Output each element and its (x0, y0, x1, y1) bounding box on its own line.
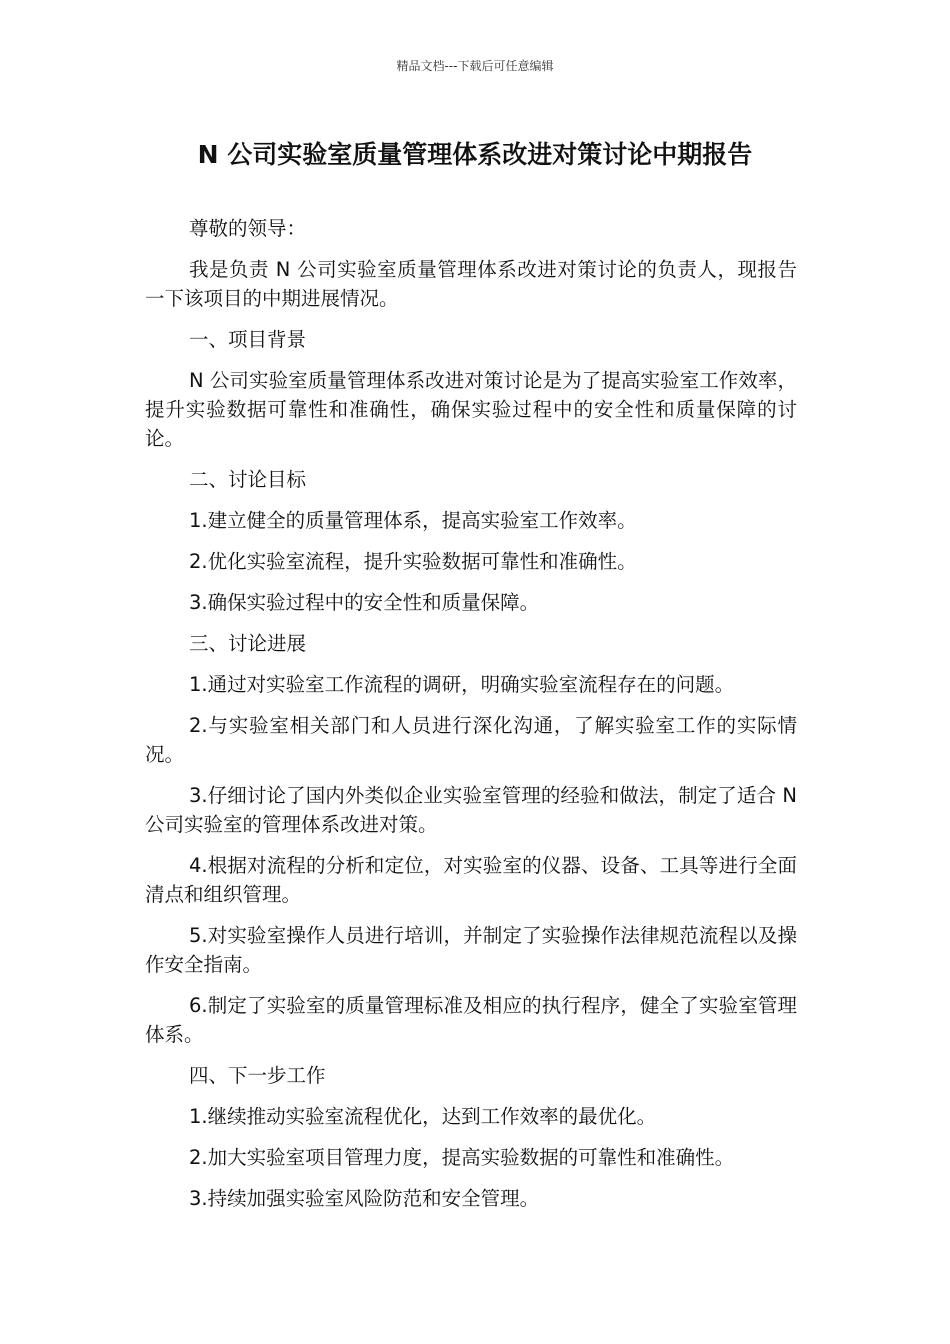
section-heading-background: 一、项目背景 (189, 328, 307, 351)
next-step-item-2: 2.加大实验室项目管理力度，提高实验数据的可靠性和准确性。 (189, 1146, 735, 1169)
document-title: N 公司实验室质量管理体系改进对策讨论中期报告 (197, 140, 753, 169)
background-paragraph: N 公司实验室质量管理体系改进对策讨论是为了提高实验室工作效率，提升实验数据可靠性和准确性，确保实验过程中的安全性和质量保障的讨论。 (145, 369, 797, 450)
intro-paragraph: 我是负责 N 公司实验室质量管理体系改进对策讨论的负责人，现报告一下该项目的中期进展情况。 (145, 258, 797, 310)
goal-item-1: 1.建立健全的质量管理体系，提高实验室工作效率。 (189, 509, 637, 532)
next-step-item-3: 3.持续加强实验室风险防范和安全管理。 (189, 1187, 540, 1210)
progress-item-5: 5.对实验室操作人员进行培训，并制定了实验操作法律规范流程以及操作安全指南。 (145, 924, 797, 976)
goal-item-3: 3.确保实验过程中的安全性和质量保障。 (189, 591, 540, 614)
section-heading-next-steps: 四、下一步工作 (189, 1064, 326, 1087)
page-header: 精品文档---下载后可任意编辑 (396, 59, 554, 73)
next-step-item-1: 1.继续推动实验室流程优化，达到工作效率的最优化。 (189, 1105, 657, 1128)
section-heading-goals: 二、讨论目标 (189, 468, 307, 491)
document-body (145, 214, 797, 1225)
progress-item-3: 3.仔细讨论了国内外类似企业实验室管理的经验和做法，制定了适合 N 公司实验室的管理体系改进对策。 (145, 784, 797, 836)
progress-item-2: 2.与实验室相关部门和人员进行深化沟通，了解实验室工作的实际情况。 (145, 714, 797, 766)
salutation: 尊敬的领导： (189, 217, 307, 240)
progress-item-6: 6.制定了实验室的质量管理标准及相应的执行程序，健全了实验室管理体系。 (145, 994, 797, 1046)
goal-item-2: 2.优化实验室流程，提升实验数据可靠性和准确性。 (189, 550, 637, 573)
section-heading-progress: 三、讨论进展 (189, 632, 307, 655)
progress-item-4: 4.根据对流程的分析和定位，对实验室的仪器、设备、工具等进行全面清点和组织管理。 (145, 854, 797, 906)
progress-item-1: 1.通过对实验室工作流程的调研，明确实验室流程存在的问题。 (189, 673, 735, 696)
